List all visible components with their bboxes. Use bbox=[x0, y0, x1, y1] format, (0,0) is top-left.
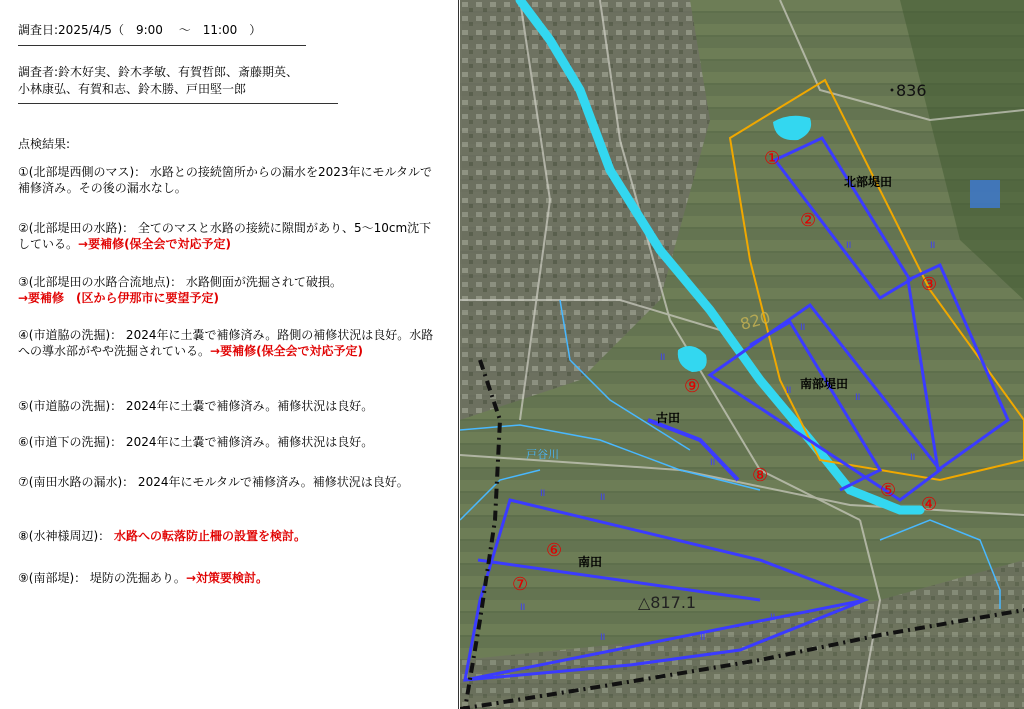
label-minamita: 南田 bbox=[578, 555, 603, 569]
svg-text:II: II bbox=[600, 493, 606, 503]
marker-4: ④ bbox=[921, 494, 938, 515]
satellite-map bbox=[460, 0, 1024, 709]
results-heading: 点検結果: bbox=[18, 137, 71, 151]
investigators-line-2: 小林康弘、有賀和志、鈴木勝、戸田堅一郎 bbox=[18, 82, 247, 96]
svg-text:II: II bbox=[770, 613, 776, 623]
inspection-text-panel bbox=[0, 0, 459, 709]
result-item-8: ⑧(水神様周辺)： 水路への転落防止柵の設置を検討。 bbox=[18, 529, 306, 543]
marker-1: ① bbox=[764, 148, 781, 169]
reservoir bbox=[970, 180, 1000, 208]
marker-2: ② bbox=[800, 210, 817, 231]
marker-5: ⑤ bbox=[880, 480, 897, 501]
result-item-6: ⑥(市道下の洗掘)： 2024年に土嚢で補修済み。補修状況は良好。 bbox=[18, 435, 374, 449]
svg-text:II: II bbox=[786, 386, 792, 396]
svg-text:II: II bbox=[710, 458, 716, 468]
divider bbox=[18, 103, 338, 104]
result-item-5: ⑤(市道脇の洗掘)： 2024年に土嚢で補修済み。補修状況は良好。 bbox=[18, 399, 374, 413]
marker-3: ③ bbox=[921, 274, 938, 295]
river-label: 戸谷川 bbox=[526, 448, 559, 461]
label-south-field: 南部堤田 bbox=[800, 377, 849, 391]
result-item-9: ⑨(南部堤)： 堤防の洗掘あり。→対策要検討。 bbox=[18, 571, 268, 585]
svg-text:II: II bbox=[660, 353, 666, 363]
svg-text:II: II bbox=[540, 489, 546, 499]
marker-6: ⑥ bbox=[546, 540, 563, 561]
label-north-field: 北部堤田 bbox=[844, 175, 893, 189]
investigators-line-1: 調査者:鈴木好実、鈴木孝敏、有賀哲郎、斎藤期英、 bbox=[18, 65, 299, 79]
svg-text:II: II bbox=[910, 453, 916, 463]
result-item-1: ①(北部堤西側のマス)： 水路との接続箇所からの漏水を2023年にモルタルで補修済み。その後の漏水なし。 bbox=[18, 165, 432, 195]
svg-text:II: II bbox=[520, 603, 526, 613]
result-item-7: ⑦(南田水路の漏水)： 2024年にモルタルで補修済み。補修状況は良好。 bbox=[18, 475, 409, 489]
marker-8: ⑧ bbox=[752, 465, 769, 486]
result-item-2: ②(北部堤田の水路)： 全てのマスと水路の接続に隙間があり、5～10cm沈下している。→要補修(保全会で対応予定) bbox=[18, 221, 432, 251]
divider bbox=[18, 45, 306, 46]
svg-text:II: II bbox=[855, 393, 861, 403]
marker-7: ⑦ bbox=[512, 574, 529, 595]
result-item-3: ③(北部堤田の水路合流地点)： 水路側面が洗掘されて破損。 →要補修 (区から伊那市に要望予定) bbox=[18, 275, 342, 305]
elevation-817: △817.1 bbox=[638, 593, 697, 612]
result-item-4: ④(市道脇の洗掘)： 2024年に土嚢で補修済み。路側の補修状況は良好。水路への導水部がやや洗掘されている。→要補修(保全会で対応予定) bbox=[18, 328, 434, 358]
svg-text:II: II bbox=[700, 633, 706, 643]
map-canvas bbox=[460, 0, 1024, 709]
elevation-820: 820 bbox=[738, 307, 773, 334]
label-furuta: 古田 bbox=[656, 411, 681, 425]
elevation-836: ･836 bbox=[888, 81, 927, 100]
svg-text:II: II bbox=[800, 323, 806, 333]
svg-text:II: II bbox=[600, 633, 606, 643]
marker-9: ⑨ bbox=[684, 376, 701, 397]
survey-date: 調査日:2025/4/5（ 9:00 ～ 11:00 ） bbox=[18, 23, 262, 37]
svg-text:II: II bbox=[846, 241, 852, 251]
svg-text:II: II bbox=[930, 241, 936, 251]
